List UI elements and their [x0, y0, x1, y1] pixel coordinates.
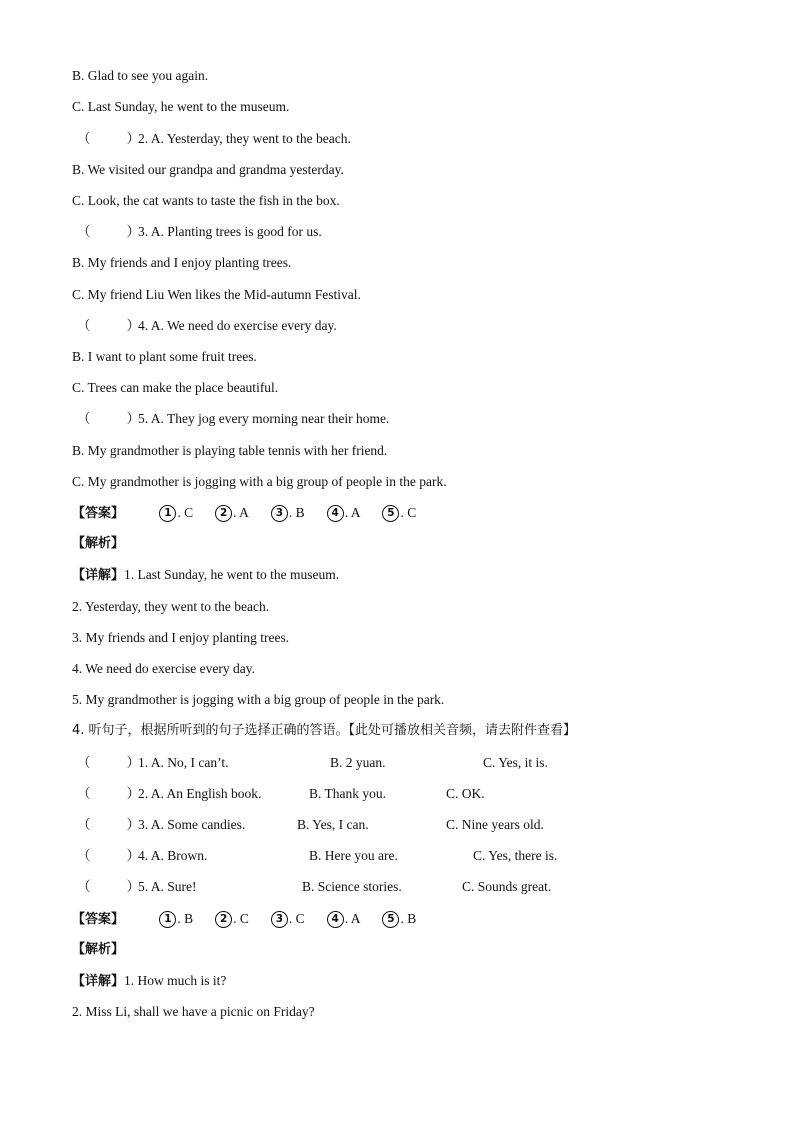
listening-question [72, 847, 712, 865]
answer-blank: （ ） [77, 224, 140, 239]
section-4-title: 4. 听句子，根据所听到的句子选择正确的答语。【此处可播放相关音频，请去附件查看】 [72, 723, 577, 738]
detail-text: 2. Miss Li, shall we have a picnic on Friday? [72, 1004, 315, 1019]
option-c: C. Sounds great. [462, 879, 552, 894]
answer-value: . A [344, 911, 361, 926]
q4-line [72, 317, 337, 335]
listening-question [72, 816, 712, 834]
circled-number: 4 [327, 911, 344, 928]
detail-label: 【详解】 [72, 974, 125, 989]
q2-option-a: 2. A. Yesterday, they went to the beach. [138, 131, 351, 146]
q4-option-c: C. Trees can make the place beautiful. [72, 380, 279, 395]
q2-option-b: B. We visited our grandpa and grandma yesterday. [72, 162, 344, 177]
answer-value: . B [177, 911, 194, 926]
q5-line [72, 410, 389, 428]
answer-row-2 [72, 910, 438, 929]
detail-label: 【详解】 [72, 568, 125, 583]
q2-line [72, 130, 351, 148]
option-a: 2. A. An English book. [138, 786, 262, 801]
answer-item [159, 910, 193, 928]
detail-text: 2. Yesterday, they went to the beach. [72, 599, 270, 614]
option-b: B. Here you are. [309, 848, 398, 863]
option-a: 3. A. Some candies. [138, 817, 246, 832]
circled-number: 1 [159, 911, 176, 928]
answer-value: . B [288, 505, 305, 520]
option-b: B. Yes, I can. [297, 817, 369, 832]
q1-option-c: C. Last Sunday, he went to the museum. [72, 99, 290, 114]
answer-value: . A [233, 505, 249, 520]
circled-number: 4 [327, 505, 344, 522]
answer-item [215, 504, 249, 522]
answer-item [159, 504, 193, 522]
listening-question [72, 754, 712, 772]
answer-value: . B [400, 911, 417, 926]
analysis-label: 【解析】 [72, 536, 125, 551]
q5-option-c: C. My grandmother is jogging with a big group of people in the park. [72, 474, 447, 489]
detail-row-2 [72, 972, 226, 991]
q3-option-b: B. My friends and I enjoy planting trees. [72, 255, 292, 270]
q2-option-c: C. Look, the cat wants to taste the fish in the box. [72, 193, 340, 208]
option-c: C. Nine years old. [446, 817, 544, 832]
answer-value: . C [288, 911, 305, 926]
option-c: C. Yes, it is. [483, 755, 548, 770]
answer-blank: （ ） [77, 817, 140, 832]
answer-value: . A [344, 505, 361, 520]
answer-blank: （ ） [77, 848, 140, 863]
detail-text: 5. My grandmother is jogging with a big group of people in the park. [72, 692, 445, 707]
analysis-label: 【解析】 [72, 942, 125, 957]
option-c: C. Yes, there is. [473, 848, 558, 863]
detail-text: 3. My friends and I enjoy planting trees. [72, 630, 290, 645]
circled-number: 1 [159, 505, 176, 522]
answer-value: . C [400, 505, 417, 520]
answer-blank: （ ） [77, 131, 140, 146]
detail-text: 1. How much is it? [124, 973, 227, 988]
answer-value: . C [233, 911, 249, 926]
answer-item [382, 910, 416, 928]
circled-number: 2 [215, 505, 232, 522]
listening-question [72, 785, 712, 803]
answer-label: 【答案】 [72, 506, 125, 521]
option-b: B. Science stories. [302, 879, 402, 894]
answer-blank: （ ） [77, 318, 140, 333]
answer-item [271, 910, 305, 928]
answer-item [382, 504, 416, 522]
answer-item [327, 504, 361, 522]
option-a: 1. A. No, I can’t. [138, 755, 229, 770]
option-c: C. OK. [446, 786, 485, 801]
q4-option-b: B. I want to plant some fruit trees. [72, 349, 257, 364]
circled-number: 5 [382, 911, 399, 928]
listening-question [72, 878, 712, 896]
option-a: 5. A. Sure! [138, 879, 197, 894]
answer-list [159, 504, 438, 522]
circled-number: 3 [271, 911, 288, 928]
q1-option-b: B. Glad to see you again. [72, 68, 209, 83]
circled-number: 2 [215, 911, 232, 928]
answer-blank: （ ） [77, 879, 140, 894]
detail-row-1 [72, 566, 339, 585]
detail-text: 4. We need do exercise every day. [72, 661, 255, 676]
answer-row-1 [72, 504, 438, 523]
detail-text: 1. Last Sunday, he went to the museum. [124, 567, 340, 582]
q4-option-a: 4. A. We need do exercise every day. [138, 318, 337, 333]
q3-option-c: C. My friend Liu Wen likes the Mid-autumn Festival. [72, 287, 361, 302]
option-b: B. Thank you. [309, 786, 386, 801]
answer-list [159, 910, 438, 928]
option-b: B. 2 yuan. [330, 755, 386, 770]
answer-blank: （ ） [77, 755, 140, 770]
q3-option-a: 3. A. Planting trees is good for us. [138, 224, 322, 239]
answer-item [215, 910, 249, 928]
answer-label: 【答案】 [72, 912, 125, 927]
answer-item [327, 910, 361, 928]
answer-blank: （ ） [77, 786, 140, 801]
q3-line [72, 223, 322, 241]
option-a: 4. A. Brown. [138, 848, 208, 863]
circled-number: 5 [382, 505, 399, 522]
q5-option-a: 5. A. They jog every morning near their home. [138, 411, 390, 426]
answer-item [271, 504, 305, 522]
answer-value: . C [177, 505, 194, 520]
q5-option-b: B. My grandmother is playing table tennis with her friend. [72, 443, 388, 458]
circled-number: 3 [271, 505, 288, 522]
answer-blank: （ ） [77, 411, 140, 426]
